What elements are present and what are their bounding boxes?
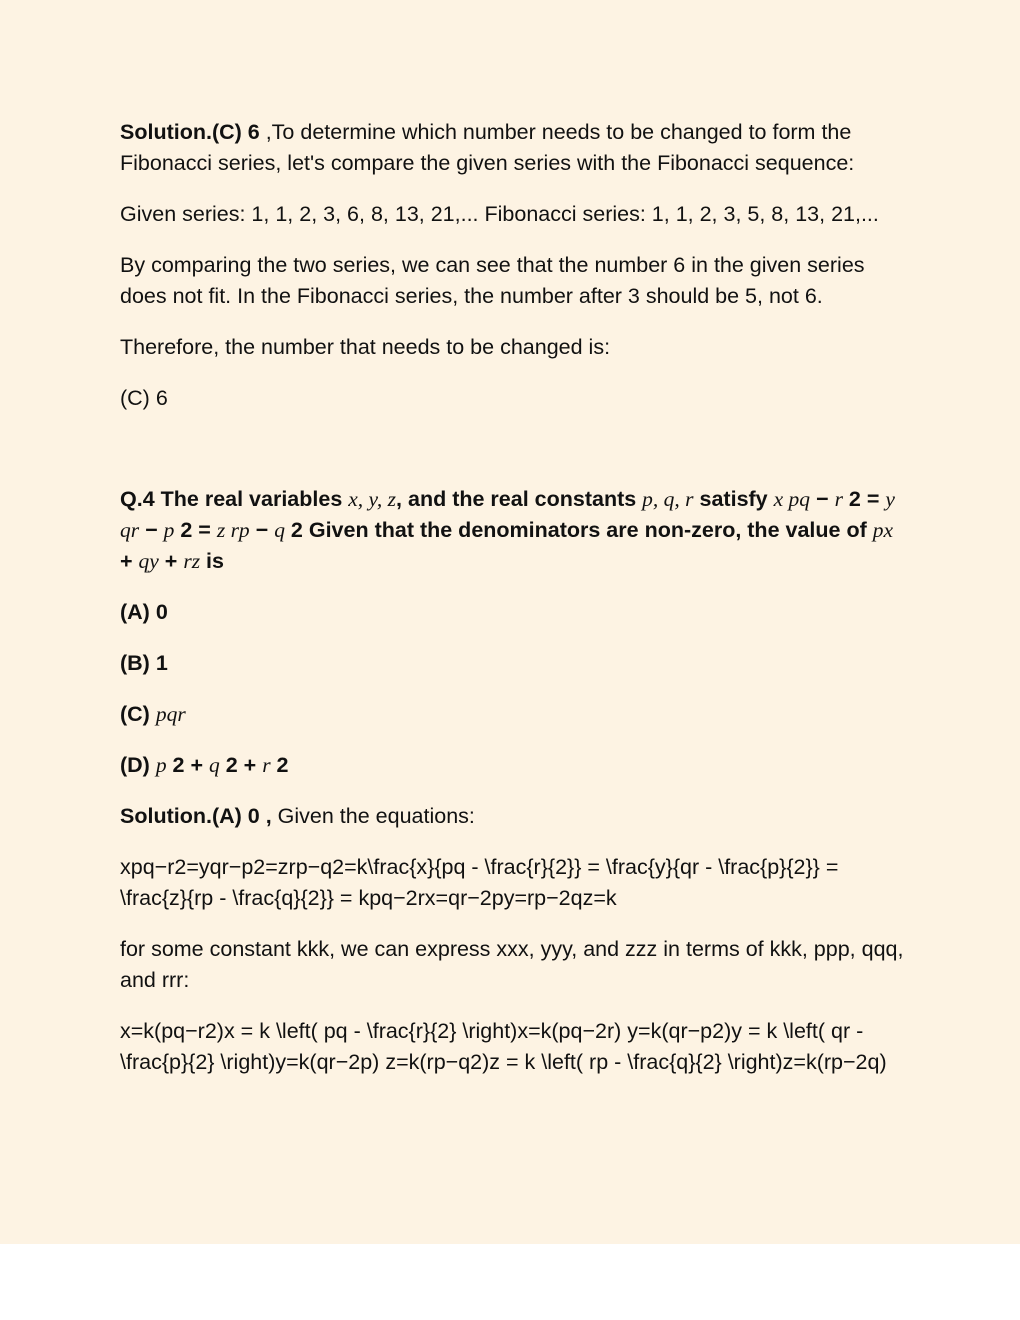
option-d-label: (D) [120, 753, 156, 777]
solution3-intro [120, 117, 910, 179]
q4-expr-a: px [872, 518, 894, 542]
q4-expr-c: qy [138, 549, 159, 573]
q4-vars: x, y, z [348, 487, 397, 511]
solution4-constant-text: for some constant kkk, we can express xxx, yyy, and zzz in terms of kkk, ppp, qqq, and rrr: [120, 937, 904, 992]
q4-consts: p, q, r [642, 487, 694, 511]
q4-eq-f: − [139, 518, 164, 542]
q4-part2: , and the real constants [396, 487, 643, 511]
solution3-comparison: By comparing the two series, we can see that the number 6 in the given series does not fit. In the Fibonacci series, the number after 3 should be 5, not 6. [120, 253, 865, 308]
q4-eq-d: 2 = [842, 487, 886, 511]
solution3-answer: (C) 6 [120, 386, 168, 410]
solution4-intro [120, 801, 910, 832]
solution4-expressions: x=k(pq−r2)x = k \left( pq - \frac{r}{2} \right)x=k(pq−2r) y=k(qr−p2)y = k \left( qr - \frac{p}{2} \right)y=k(qr−2p) z=k(rp−q2)z = k \left( rp - \frac{q}{2} \right)z=k(rp−2q) [120, 1019, 887, 1074]
q4-eq-j: − [249, 518, 275, 542]
q4-expr-d: + [158, 549, 184, 573]
solution3-series: Given series: 1, 1, 2, 3, 6, 8, 13, 21,... Fibonacci series: 1, 1, 2, 3, 5, 8, 13, 21,... [120, 202, 879, 226]
q4-eq-k: q [274, 518, 285, 542]
option-c [120, 699, 910, 730]
option-d-p: p [155, 753, 167, 777]
q4-part1: Q.4 The real variables [120, 487, 349, 511]
solution3-therefore: Therefore, the number that needs to be changed is: [120, 335, 611, 359]
option-b [120, 648, 910, 679]
section-spacer [120, 434, 910, 484]
option-a [120, 597, 910, 628]
option-d-t2: 2 + [219, 753, 263, 777]
q4-eq-h: 2 = [174, 518, 217, 542]
q4-eq-b: − [810, 487, 835, 511]
option-a-text: (A) 0 [120, 600, 168, 624]
question4-text [120, 484, 910, 577]
solution3-intro-text: ,To determine which number needs to be changed to form the Fibonacci series, let's compare the given series with the Fibonacci sequence: [120, 120, 855, 175]
option-b-text: (B) 1 [120, 651, 168, 675]
option-d-r: r [262, 753, 271, 777]
option-d [120, 750, 910, 781]
q4-eq-c: r [834, 487, 843, 511]
q4-part3: satisfy [693, 487, 774, 511]
q4-expr-b: + [120, 549, 139, 573]
option-d-t3: 2 [270, 753, 289, 777]
q4-eq-i: z rp [216, 518, 250, 542]
q4-part5: is [200, 549, 224, 573]
solution4-equations: xpq−r2=yqr−p2=zrp−q2=k\frac{x}{pq - \frac{r}{2}} = \frac{y}{qr - \frac{p}{2}} = \frac{z}{rp - \frac{q}{2}} = kpq−2rx=qr−2py=rp−2qz=k [120, 855, 839, 910]
solution3-label: Solution.(C) 6 [120, 120, 260, 144]
option-d-q: q [209, 753, 220, 777]
option-c-math: pqr [155, 702, 186, 726]
q4-expr-e: rz [183, 549, 201, 573]
solution4-label: Solution.(A) 0 , [120, 804, 272, 828]
q4-part4: 2 Given that the denominators are non-zero, the value of [284, 518, 873, 542]
option-c-label: (C) [120, 702, 156, 726]
solution4-intro-text: Given the equations: [271, 804, 475, 828]
page-content [120, 117, 910, 1098]
q4-eq-a: x pq [773, 487, 811, 511]
q4-eq-e: y qr [120, 487, 895, 542]
option-d-t1: 2 + [166, 753, 210, 777]
q4-eq-g: p [163, 518, 175, 542]
